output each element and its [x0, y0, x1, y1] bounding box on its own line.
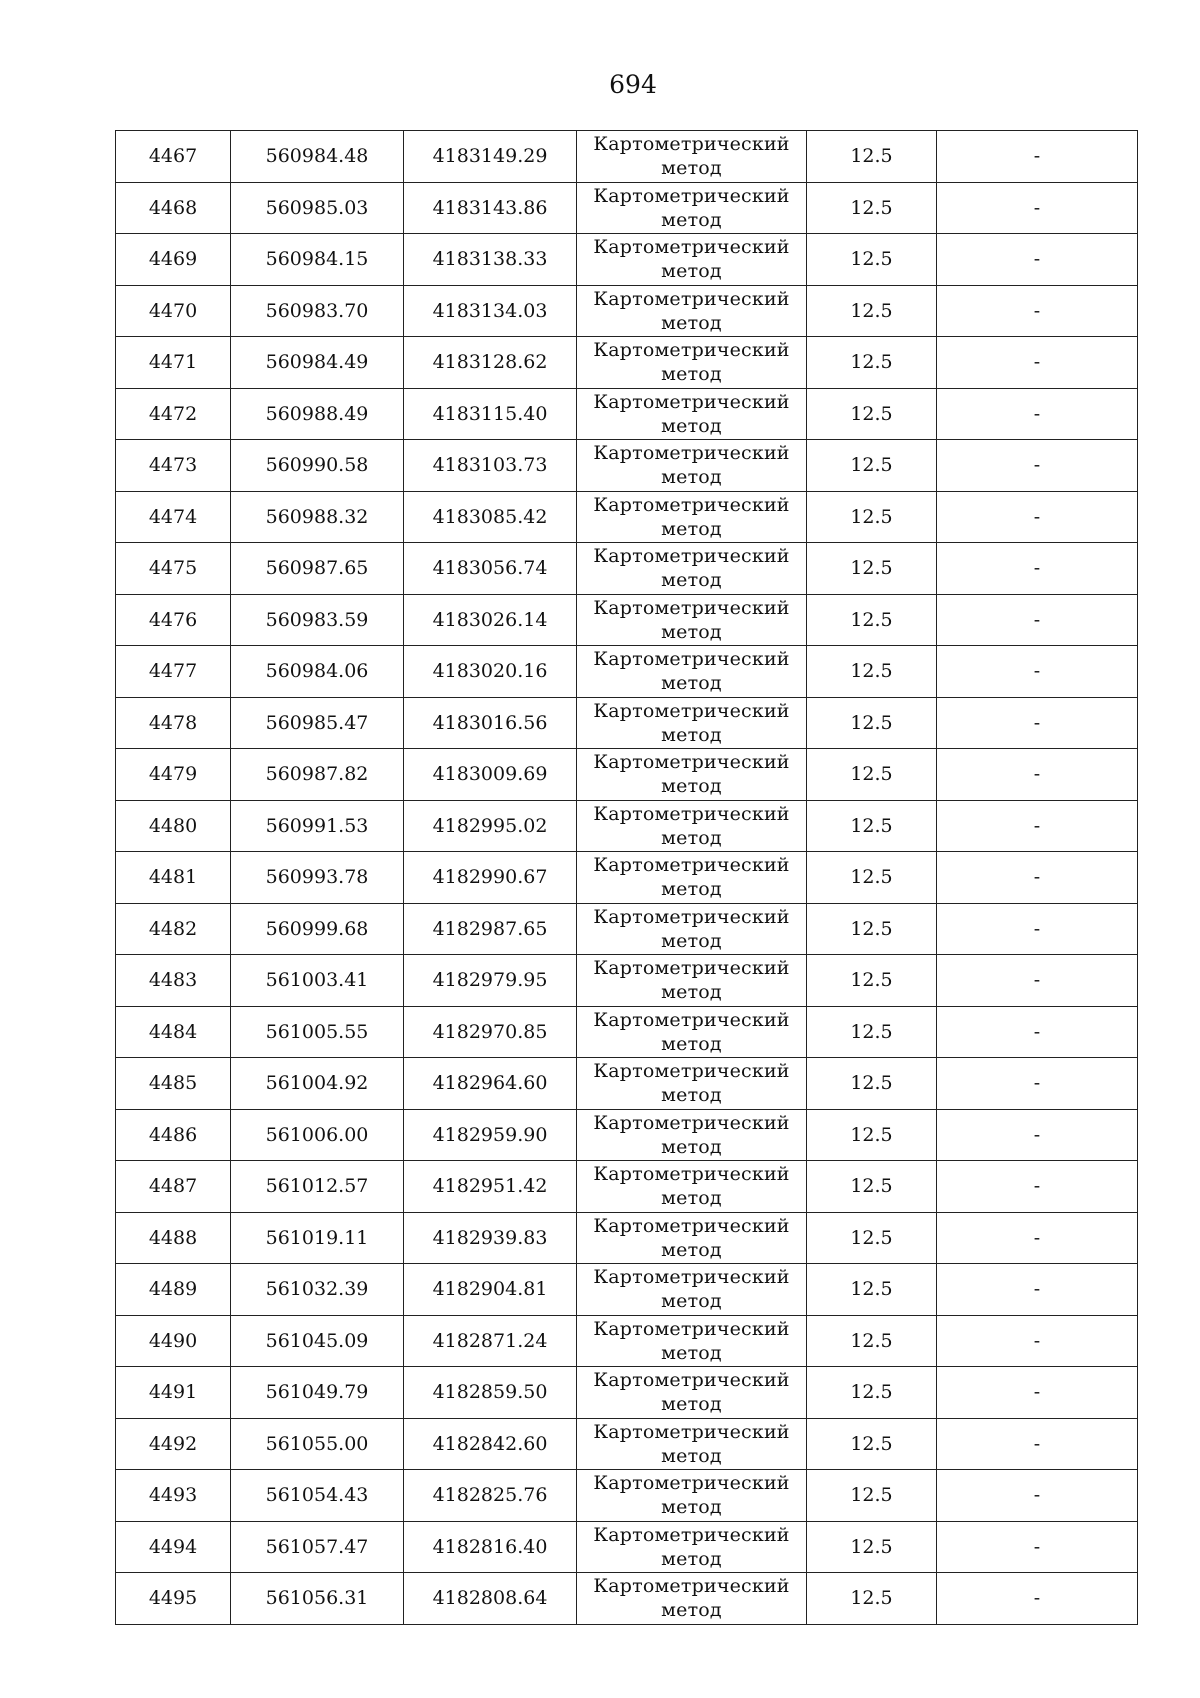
method-cell [577, 1470, 807, 1522]
method-line-2: метод [661, 1547, 722, 1570]
y-coordinate-cell: 4182871.24 [404, 1315, 577, 1367]
note-cell: - [937, 697, 1138, 749]
x-coordinate-cell: 561056.31 [231, 1573, 404, 1625]
method-line-1: Картометрический [593, 1575, 790, 1598]
y-coordinate-cell: 4183016.56 [404, 697, 577, 749]
coordinates-table [115, 130, 1138, 1625]
point-number-cell: 4469 [116, 234, 231, 286]
table-row [116, 1264, 1138, 1316]
method-line-2: метод [661, 1599, 722, 1622]
accuracy-cell: 12.5 [807, 1109, 937, 1161]
y-coordinate-cell: 4182825.76 [404, 1470, 577, 1522]
method-line-2: метод [661, 363, 722, 386]
point-number-cell: 4477 [116, 646, 231, 698]
point-number-cell: 4490 [116, 1315, 231, 1367]
method-line-1: Картометрический [593, 442, 790, 465]
x-coordinate-cell: 560984.06 [231, 646, 404, 698]
table-row [116, 903, 1138, 955]
y-coordinate-cell: 4182979.95 [404, 955, 577, 1007]
method-cell [577, 388, 807, 440]
method-cell [577, 1006, 807, 1058]
method-line-1: Картометрический [593, 236, 790, 259]
point-number-cell: 4485 [116, 1058, 231, 1110]
accuracy-cell: 12.5 [807, 955, 937, 1007]
table-row [116, 182, 1138, 234]
note-cell: - [937, 1418, 1138, 1470]
method-line-2: метод [661, 826, 722, 849]
y-coordinate-cell: 4182995.02 [404, 800, 577, 852]
point-number-cell: 4475 [116, 543, 231, 595]
method-cell [577, 491, 807, 543]
method-line-1: Картометрический [593, 802, 790, 825]
accuracy-cell: 12.5 [807, 1367, 937, 1419]
method-line-2: метод [661, 1032, 722, 1055]
note-cell: - [937, 440, 1138, 492]
accuracy-cell: 12.5 [807, 1573, 937, 1625]
y-coordinate-cell: 4183085.42 [404, 491, 577, 543]
method-line-2: метод [661, 466, 722, 489]
method-cell [577, 1418, 807, 1470]
accuracy-cell: 12.5 [807, 1264, 937, 1316]
accuracy-cell: 12.5 [807, 182, 937, 234]
note-cell: - [937, 852, 1138, 904]
table-row [116, 285, 1138, 337]
x-coordinate-cell: 560984.15 [231, 234, 404, 286]
y-coordinate-cell: 4183026.14 [404, 594, 577, 646]
method-line-1: Картометрический [593, 1472, 790, 1495]
note-cell: - [937, 594, 1138, 646]
method-cell [577, 131, 807, 183]
accuracy-cell: 12.5 [807, 491, 937, 543]
method-line-2: метод [661, 1341, 722, 1364]
table-row [116, 440, 1138, 492]
method-cell [577, 800, 807, 852]
method-line-2: метод [661, 414, 722, 437]
method-cell [577, 1264, 807, 1316]
note-cell: - [937, 1161, 1138, 1213]
x-coordinate-cell: 561054.43 [231, 1470, 404, 1522]
method-line-1: Картометрический [593, 493, 790, 516]
point-number-cell: 4488 [116, 1212, 231, 1264]
method-line-1: Картометрический [593, 1266, 790, 1289]
method-cell [577, 440, 807, 492]
y-coordinate-cell: 4183103.73 [404, 440, 577, 492]
note-cell: - [937, 749, 1138, 801]
method-line-2: метод [661, 1135, 722, 1158]
note-cell: - [937, 1058, 1138, 1110]
x-coordinate-cell: 560984.48 [231, 131, 404, 183]
method-line-1: Картометрический [593, 905, 790, 928]
method-line-1: Картометрический [593, 287, 790, 310]
point-number-cell: 4481 [116, 852, 231, 904]
method-line-1: Картометрический [593, 1420, 790, 1443]
accuracy-cell: 12.5 [807, 388, 937, 440]
table-row [116, 749, 1138, 801]
point-number-cell: 4480 [116, 800, 231, 852]
note-cell: - [937, 800, 1138, 852]
method-line-2: метод [661, 1084, 722, 1107]
point-number-cell: 4492 [116, 1418, 231, 1470]
accuracy-cell: 12.5 [807, 234, 937, 286]
x-coordinate-cell: 561005.55 [231, 1006, 404, 1058]
note-cell: - [937, 1109, 1138, 1161]
y-coordinate-cell: 4183009.69 [404, 749, 577, 801]
method-cell [577, 1521, 807, 1573]
table-row [116, 234, 1138, 286]
note-cell: - [937, 234, 1138, 286]
method-line-2: метод [661, 311, 722, 334]
table-row [116, 1573, 1138, 1625]
point-number-cell: 4471 [116, 337, 231, 389]
note-cell: - [937, 182, 1138, 234]
method-line-1: Картометрический [593, 699, 790, 722]
note-cell: - [937, 1006, 1138, 1058]
method-line-2: метод [661, 1290, 722, 1313]
x-coordinate-cell: 560993.78 [231, 852, 404, 904]
x-coordinate-cell: 561004.92 [231, 1058, 404, 1110]
point-number-cell: 4468 [116, 182, 231, 234]
method-cell [577, 697, 807, 749]
table-row [116, 491, 1138, 543]
note-cell: - [937, 903, 1138, 955]
method-cell [577, 852, 807, 904]
table-row [116, 131, 1138, 183]
point-number-cell: 4470 [116, 285, 231, 337]
note-cell: - [937, 285, 1138, 337]
point-number-cell: 4495 [116, 1573, 231, 1625]
x-coordinate-cell: 561003.41 [231, 955, 404, 1007]
accuracy-cell: 12.5 [807, 697, 937, 749]
point-number-cell: 4478 [116, 697, 231, 749]
method-line-1: Картометрический [593, 1060, 790, 1083]
method-line-2: метод [661, 569, 722, 592]
method-cell [577, 903, 807, 955]
accuracy-cell: 12.5 [807, 646, 937, 698]
method-line-2: метод [661, 929, 722, 952]
accuracy-cell: 12.5 [807, 903, 937, 955]
method-line-1: Картометрический [593, 184, 790, 207]
point-number-cell: 4491 [116, 1367, 231, 1419]
y-coordinate-cell: 4182951.42 [404, 1161, 577, 1213]
note-cell: - [937, 1315, 1138, 1367]
method-line-2: метод [661, 517, 722, 540]
point-number-cell: 4484 [116, 1006, 231, 1058]
method-line-2: метод [661, 775, 722, 798]
table-row [116, 1161, 1138, 1213]
point-number-cell: 4479 [116, 749, 231, 801]
y-coordinate-cell: 4182964.60 [404, 1058, 577, 1110]
y-coordinate-cell: 4182970.85 [404, 1006, 577, 1058]
point-number-cell: 4467 [116, 131, 231, 183]
note-cell: - [937, 1212, 1138, 1264]
note-cell: - [937, 1367, 1138, 1419]
method-cell [577, 1109, 807, 1161]
method-line-1: Картометрический [593, 1008, 790, 1031]
x-coordinate-cell: 560983.70 [231, 285, 404, 337]
accuracy-cell: 12.5 [807, 1418, 937, 1470]
method-cell [577, 594, 807, 646]
y-coordinate-cell: 4182816.40 [404, 1521, 577, 1573]
y-coordinate-cell: 4183138.33 [404, 234, 577, 286]
y-coordinate-cell: 4183149.29 [404, 131, 577, 183]
note-cell: - [937, 1264, 1138, 1316]
point-number-cell: 4489 [116, 1264, 231, 1316]
method-cell [577, 1161, 807, 1213]
note-cell: - [937, 1573, 1138, 1625]
x-coordinate-cell: 561032.39 [231, 1264, 404, 1316]
table-row [116, 1418, 1138, 1470]
accuracy-cell: 12.5 [807, 852, 937, 904]
method-cell [577, 234, 807, 286]
y-coordinate-cell: 4182939.83 [404, 1212, 577, 1264]
point-number-cell: 4472 [116, 388, 231, 440]
x-coordinate-cell: 560985.03 [231, 182, 404, 234]
method-line-1: Картометрический [593, 1111, 790, 1134]
method-line-2: метод [661, 1393, 722, 1416]
method-line-2: метод [661, 620, 722, 643]
table-row [116, 800, 1138, 852]
method-line-2: метод [661, 157, 722, 180]
x-coordinate-cell: 560985.47 [231, 697, 404, 749]
note-cell: - [937, 955, 1138, 1007]
method-cell [577, 337, 807, 389]
x-coordinate-cell: 560983.59 [231, 594, 404, 646]
method-line-1: Картометрический [593, 545, 790, 568]
y-coordinate-cell: 4183134.03 [404, 285, 577, 337]
note-cell: - [937, 131, 1138, 183]
note-cell: - [937, 1470, 1138, 1522]
y-coordinate-cell: 4182859.50 [404, 1367, 577, 1419]
table-row [116, 852, 1138, 904]
table-row [116, 337, 1138, 389]
x-coordinate-cell: 561045.09 [231, 1315, 404, 1367]
method-line-1: Картометрический [593, 133, 790, 156]
method-line-2: метод [661, 1444, 722, 1467]
accuracy-cell: 12.5 [807, 543, 937, 595]
y-coordinate-cell: 4183143.86 [404, 182, 577, 234]
x-coordinate-cell: 561012.57 [231, 1161, 404, 1213]
accuracy-cell: 12.5 [807, 594, 937, 646]
x-coordinate-cell: 561019.11 [231, 1212, 404, 1264]
method-cell [577, 1315, 807, 1367]
method-line-1: Картометрический [593, 1369, 790, 1392]
x-coordinate-cell: 560999.68 [231, 903, 404, 955]
x-coordinate-cell: 561057.47 [231, 1521, 404, 1573]
method-line-2: метод [661, 1187, 722, 1210]
table-row [116, 1006, 1138, 1058]
y-coordinate-cell: 4182842.60 [404, 1418, 577, 1470]
y-coordinate-cell: 4182904.81 [404, 1264, 577, 1316]
table-row [116, 1109, 1138, 1161]
method-line-1: Картометрический [593, 1214, 790, 1237]
note-cell: - [937, 1521, 1138, 1573]
method-cell [577, 1058, 807, 1110]
table-row [116, 1470, 1138, 1522]
x-coordinate-cell: 560988.49 [231, 388, 404, 440]
point-number-cell: 4476 [116, 594, 231, 646]
note-cell: - [937, 646, 1138, 698]
y-coordinate-cell: 4182808.64 [404, 1573, 577, 1625]
table-row [116, 1315, 1138, 1367]
x-coordinate-cell: 561055.00 [231, 1418, 404, 1470]
method-line-1: Картометрический [593, 339, 790, 362]
table-row [116, 594, 1138, 646]
method-cell [577, 182, 807, 234]
method-cell [577, 543, 807, 595]
table-body [116, 131, 1138, 1625]
x-coordinate-cell: 561006.00 [231, 1109, 404, 1161]
method-line-1: Картометрический [593, 1163, 790, 1186]
note-cell: - [937, 388, 1138, 440]
accuracy-cell: 12.5 [807, 749, 937, 801]
x-coordinate-cell: 560991.53 [231, 800, 404, 852]
table-row [116, 697, 1138, 749]
table-row [116, 1212, 1138, 1264]
accuracy-cell: 12.5 [807, 285, 937, 337]
point-number-cell: 4482 [116, 903, 231, 955]
accuracy-cell: 12.5 [807, 1161, 937, 1213]
x-coordinate-cell: 560988.32 [231, 491, 404, 543]
table-row [116, 388, 1138, 440]
x-coordinate-cell: 560987.65 [231, 543, 404, 595]
table-row [116, 1521, 1138, 1573]
point-number-cell: 4494 [116, 1521, 231, 1573]
table-row [116, 646, 1138, 698]
point-number-cell: 4474 [116, 491, 231, 543]
method-line-2: метод [661, 260, 722, 283]
accuracy-cell: 12.5 [807, 1058, 937, 1110]
accuracy-cell: 12.5 [807, 1470, 937, 1522]
x-coordinate-cell: 560984.49 [231, 337, 404, 389]
table-row [116, 955, 1138, 1007]
y-coordinate-cell: 4182959.90 [404, 1109, 577, 1161]
accuracy-cell: 12.5 [807, 131, 937, 183]
accuracy-cell: 12.5 [807, 1521, 937, 1573]
accuracy-cell: 12.5 [807, 800, 937, 852]
table-row [116, 1367, 1138, 1419]
method-line-1: Картометрический [593, 854, 790, 877]
y-coordinate-cell: 4183128.62 [404, 337, 577, 389]
note-cell: - [937, 337, 1138, 389]
method-line-1: Картометрический [593, 751, 790, 774]
y-coordinate-cell: 4182987.65 [404, 903, 577, 955]
x-coordinate-cell: 560987.82 [231, 749, 404, 801]
method-cell [577, 1367, 807, 1419]
method-cell [577, 955, 807, 1007]
y-coordinate-cell: 4183115.40 [404, 388, 577, 440]
method-cell [577, 1212, 807, 1264]
method-cell [577, 285, 807, 337]
method-line-2: метод [661, 208, 722, 231]
method-line-1: Картометрический [593, 648, 790, 671]
table-row [116, 543, 1138, 595]
method-line-2: метод [661, 981, 722, 1004]
method-line-2: метод [661, 1496, 722, 1519]
accuracy-cell: 12.5 [807, 1212, 937, 1264]
table-row [116, 1058, 1138, 1110]
method-cell [577, 646, 807, 698]
note-cell: - [937, 491, 1138, 543]
y-coordinate-cell: 4182990.67 [404, 852, 577, 904]
accuracy-cell: 12.5 [807, 337, 937, 389]
method-line-1: Картометрический [593, 596, 790, 619]
x-coordinate-cell: 561049.79 [231, 1367, 404, 1419]
method-line-1: Картометрический [593, 957, 790, 980]
method-line-2: метод [661, 723, 722, 746]
point-number-cell: 4493 [116, 1470, 231, 1522]
method-cell [577, 749, 807, 801]
method-line-1: Картометрический [593, 1317, 790, 1340]
method-line-2: метод [661, 1238, 722, 1261]
method-line-1: Картометрический [593, 390, 790, 413]
accuracy-cell: 12.5 [807, 440, 937, 492]
page-number: 694 [609, 70, 657, 99]
point-number-cell: 4483 [116, 955, 231, 1007]
y-coordinate-cell: 4183056.74 [404, 543, 577, 595]
accuracy-cell: 12.5 [807, 1006, 937, 1058]
y-coordinate-cell: 4183020.16 [404, 646, 577, 698]
method-line-2: метод [661, 878, 722, 901]
point-number-cell: 4486 [116, 1109, 231, 1161]
method-line-2: метод [661, 672, 722, 695]
method-line-1: Картометрический [593, 1523, 790, 1546]
point-number-cell: 4487 [116, 1161, 231, 1213]
point-number-cell: 4473 [116, 440, 231, 492]
method-cell [577, 1573, 807, 1625]
note-cell: - [937, 543, 1138, 595]
accuracy-cell: 12.5 [807, 1315, 937, 1367]
x-coordinate-cell: 560990.58 [231, 440, 404, 492]
